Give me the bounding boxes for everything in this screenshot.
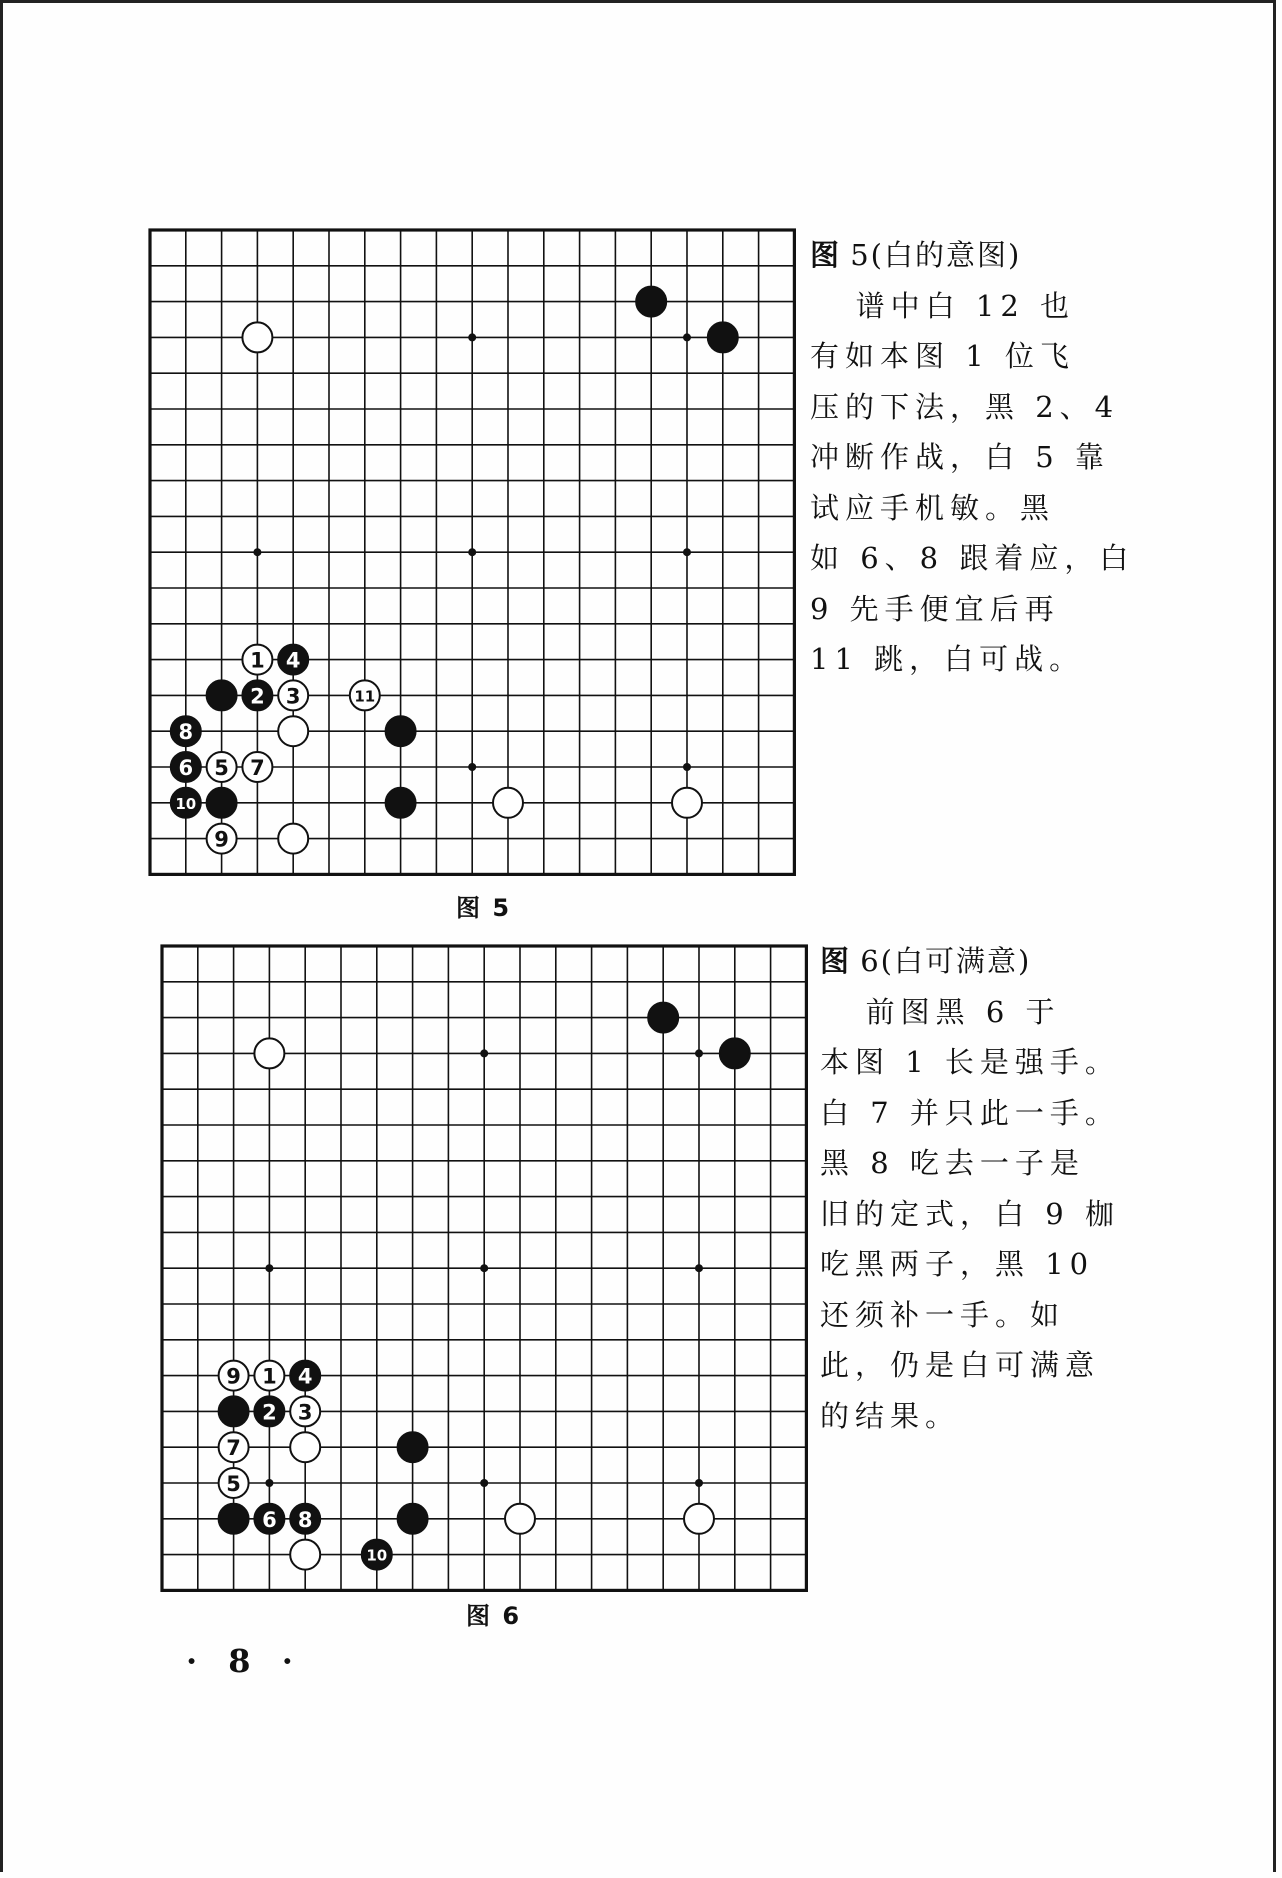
move-number: 2 xyxy=(262,1400,277,1425)
white-stone xyxy=(278,716,308,746)
move-number: 4 xyxy=(297,1364,313,1389)
black-stone xyxy=(171,752,201,782)
white-stone xyxy=(672,788,702,818)
white-stone xyxy=(242,322,272,352)
move-number: 2 xyxy=(250,684,265,709)
star-point xyxy=(683,548,691,556)
white-stone xyxy=(207,824,237,854)
figure-5-line: 试应手机敏。黑 xyxy=(810,490,1056,525)
black-stone xyxy=(398,1432,428,1462)
star-point xyxy=(695,1049,703,1057)
move-number: 3 xyxy=(297,1400,313,1425)
figure-5-commentary xyxy=(810,230,1135,685)
figure-5-line: 压的下法，黑 2、4 xyxy=(810,389,1120,424)
star-point xyxy=(480,1479,488,1487)
move-number: 3 xyxy=(285,684,301,709)
figure-6-line: 白 7 并只此一手。 xyxy=(820,1095,1120,1130)
figure-6-line: 前图黑 6 于 xyxy=(820,994,1061,1029)
star-point xyxy=(480,1264,488,1272)
black-stone xyxy=(219,1504,249,1534)
page-number: · 8 · xyxy=(186,1642,303,1680)
figure-5-line: 冲断作战，白 5 靠 xyxy=(810,440,1110,474)
white-stone xyxy=(278,824,308,854)
figure-6-board-svg xyxy=(154,938,814,1598)
star-point xyxy=(265,1264,273,1272)
white-stone xyxy=(219,1468,249,1498)
figure-6-line: 本图 1 长是强手。 xyxy=(820,1045,1120,1079)
figure-6-heading xyxy=(820,936,1090,987)
black-stone xyxy=(290,1504,320,1534)
figure-5-line: 谱中白 12 也 xyxy=(810,288,1075,323)
move-number: 6 xyxy=(178,755,194,780)
figure-6-commentary xyxy=(820,936,1120,1441)
figure-5-line: 11 跳，白可战。 xyxy=(810,642,1085,676)
white-stone xyxy=(290,1540,320,1570)
black-stone xyxy=(386,788,416,818)
move-number: 9 xyxy=(214,827,229,852)
white-stone xyxy=(219,1361,249,1391)
black-stone xyxy=(254,1504,284,1534)
white-stone xyxy=(254,1038,284,1068)
black-stone xyxy=(171,788,201,818)
move-number: 6 xyxy=(262,1507,277,1532)
star-point xyxy=(468,548,476,556)
star-point xyxy=(480,1049,488,1057)
move-number: 1 xyxy=(250,648,265,673)
black-stone xyxy=(207,788,237,818)
figure-6-line: 黑 8 吃去一子是 xyxy=(820,1146,1085,1180)
figure-5-heading-label: 图 xyxy=(810,238,840,272)
figure-5-line: 如 6、8 跟着应，白 xyxy=(810,541,1135,575)
black-stone xyxy=(398,1504,428,1534)
figure-5-line: 有如本图 1 位飞 xyxy=(810,339,1075,373)
white-stone xyxy=(242,645,272,675)
figure-5-caption: 图 5 xyxy=(456,894,512,922)
move-number: 9 xyxy=(226,1364,241,1389)
go-board-figure-5 xyxy=(142,222,802,882)
figure-5-line: 9 先手便宜后再 xyxy=(810,591,1060,626)
move-number: 8 xyxy=(297,1507,313,1532)
black-stone xyxy=(636,287,666,317)
figure-6-line: 吃黑两子，黑 10 xyxy=(820,1247,1095,1281)
figure-6-heading-label: 图 xyxy=(820,944,850,978)
star-point xyxy=(265,1479,273,1487)
figure-6-line: 还须补一手。如 xyxy=(820,1297,1066,1332)
white-stone xyxy=(242,752,272,782)
star-point xyxy=(695,1479,703,1487)
move-number: 11 xyxy=(354,687,376,706)
move-number: 8 xyxy=(178,720,194,745)
move-number: 7 xyxy=(226,1436,241,1461)
white-stone xyxy=(207,752,237,782)
white-stone xyxy=(290,1396,320,1426)
move-number: 7 xyxy=(250,755,265,780)
white-stone xyxy=(505,1504,535,1534)
white-stone xyxy=(684,1504,714,1534)
move-number: 4 xyxy=(285,648,301,673)
black-stone xyxy=(386,716,416,746)
move-number: 5 xyxy=(214,755,229,780)
go-board-figure-6 xyxy=(154,938,814,1598)
star-point xyxy=(253,548,261,556)
move-number: 5 xyxy=(226,1471,241,1496)
white-stone xyxy=(278,680,308,710)
black-stone xyxy=(171,716,201,746)
move-number: 10 xyxy=(366,1546,388,1565)
star-point xyxy=(683,763,691,771)
black-stone xyxy=(708,322,738,352)
figure-6-caption: 图 6 xyxy=(466,1602,522,1630)
black-stone xyxy=(242,680,272,710)
black-stone xyxy=(278,645,308,675)
star-point xyxy=(683,333,691,341)
black-stone xyxy=(362,1540,392,1570)
move-number: 10 xyxy=(175,794,197,813)
black-stone xyxy=(648,1003,678,1033)
white-stone xyxy=(350,680,380,710)
star-point xyxy=(468,333,476,341)
black-stone xyxy=(720,1038,750,1068)
figure-5-board-svg xyxy=(142,222,802,882)
figure-6-heading-title: 6(白可满意) xyxy=(849,944,1032,978)
figure-6-line: 的结果。 xyxy=(820,1398,961,1433)
figure-6-line: 旧的定式，白 9 枷 xyxy=(820,1196,1120,1231)
black-stone xyxy=(207,680,237,710)
star-point xyxy=(468,763,476,771)
star-point xyxy=(695,1264,703,1272)
black-stone xyxy=(254,1396,284,1426)
black-stone xyxy=(219,1396,249,1426)
white-stone xyxy=(254,1361,284,1391)
move-number: 1 xyxy=(262,1364,277,1389)
figure-5-heading xyxy=(810,230,1080,281)
figure-5-heading-title: 5(白的意图) xyxy=(839,238,1022,272)
white-stone xyxy=(219,1432,249,1462)
white-stone xyxy=(493,788,523,818)
white-stone xyxy=(290,1432,320,1462)
black-stone xyxy=(290,1361,320,1391)
figure-6-line: 此，仍是白可满意 xyxy=(820,1348,1101,1382)
